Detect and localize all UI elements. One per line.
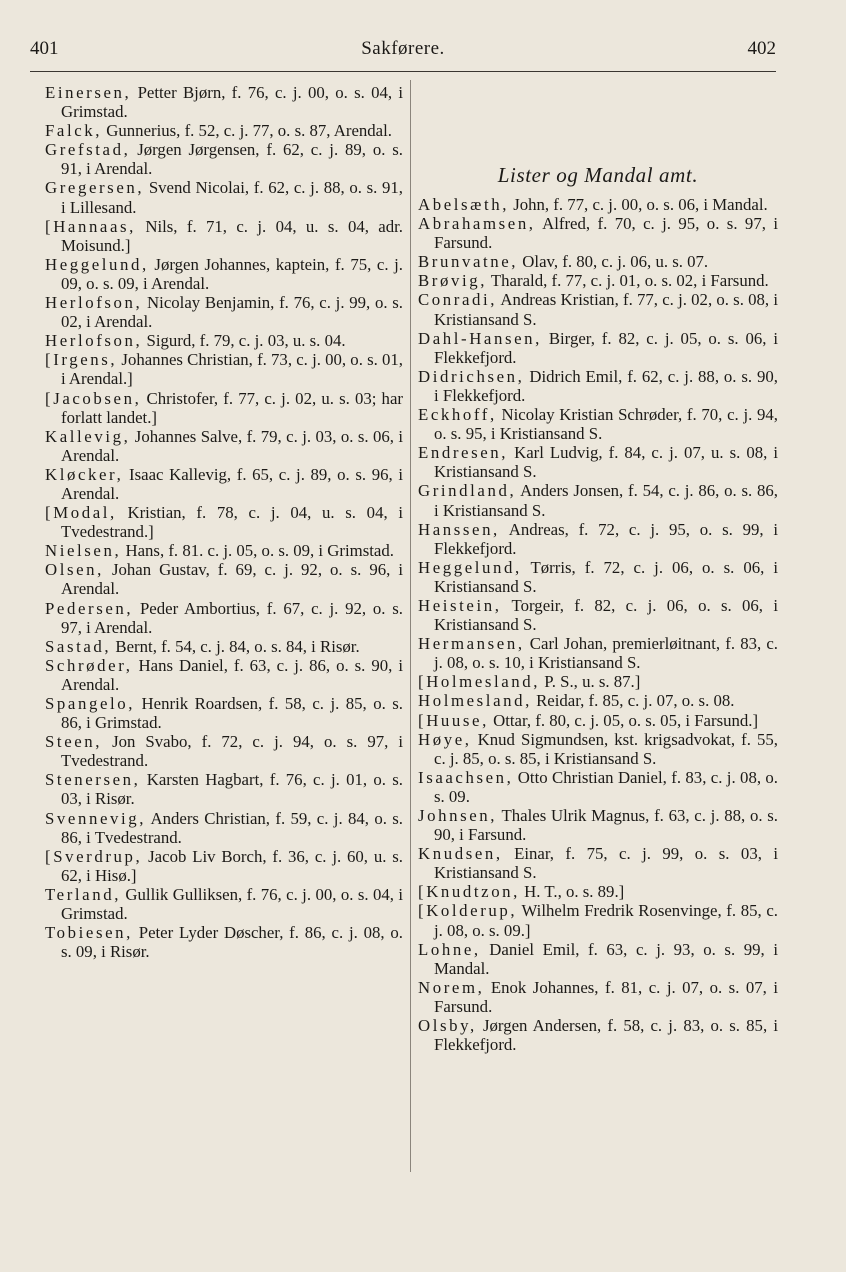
entry-details: Jon Svabo, f. 72, c. j. 94, o. s. 97, i Tvedestrand.	[61, 732, 403, 771]
entry-details: Torgeir, f. 82, c. j. 06, o. s. 06, i Kristiansand S.	[434, 595, 778, 635]
directory-entry	[45, 255, 403, 293]
entry-surname: Gregersen,	[45, 178, 145, 198]
entry-surname: Svennevig,	[45, 808, 147, 828]
entry-surname: [Sverdrup,	[45, 846, 143, 866]
entry-surname: Terland,	[45, 884, 122, 904]
entry-surname: [Huuse,	[418, 710, 489, 730]
running-title: Sakførere.	[361, 38, 445, 59]
entry-surname: Falck,	[45, 121, 103, 141]
entry-surname: Olsen,	[45, 560, 104, 580]
entry-details: Enok Johannes, f. 81, c. j. 07, o. s. 07, i Farsund.	[434, 977, 778, 1016]
directory-entry	[45, 847, 403, 885]
directory-entry	[45, 560, 403, 598]
entry-surname: Brunvatne,	[418, 252, 519, 272]
entry-details: Jacob Liv Borch, f. 36, c. j. 60, u. s. 62, i Hisø.]	[61, 846, 403, 885]
directory-entry	[418, 882, 778, 901]
entry-details: Johannes Christian, f. 73, c. j. 00, o. s. 01, i Arendal.]	[61, 350, 403, 389]
entry-details: Henrik Roardsen, f. 58, c. j. 85, o. s. 86, i Grimstad.	[61, 694, 403, 733]
entry-surname: Lohne,	[418, 939, 481, 959]
entry-surname: Høye,	[418, 729, 472, 749]
entry-surname: [Hannaas,	[45, 216, 136, 236]
directory-entry	[418, 768, 778, 806]
directory-entry	[418, 252, 778, 271]
entry-surname: Johnsen,	[418, 806, 498, 825]
directory-entry	[418, 520, 778, 558]
entry-details: Thales Ulrik Magnus, f. 63, c. j. 88, o. s. 90, i Farsund.	[434, 806, 778, 845]
entry-details: Carl Johan, premierløitnant, f. 83, c. j. 08, o. s. 10, i Kristiansand S.	[434, 634, 778, 673]
entry-surname: Tobiesen,	[45, 923, 133, 943]
entry-surname: Norem,	[418, 977, 485, 997]
entry-details: Peter Lyder Døscher, f. 86, c. j. 08, o. s. 09, i Risør.	[61, 923, 403, 962]
directory-entry	[45, 732, 403, 770]
directory-entry	[45, 465, 403, 503]
directory-entry	[45, 923, 403, 961]
entry-details: Gullik Gulliksen, f. 76, c. j. 00, o. s. 04, i Grimstad.	[61, 884, 403, 924]
entry-surname: Hermansen,	[418, 634, 525, 654]
entry-details: Sigurd, f. 79, c. j. 03, u. s. 04.	[142, 331, 346, 351]
entry-details: Karsten Hagbart, f. 76, c. j. 01, o. s. 03, i Risør.	[61, 770, 403, 809]
directory-entry	[418, 271, 778, 290]
entry-details: Johan Gustav, f. 69, c. j. 92, o. s. 96, i Arendal.	[61, 560, 403, 599]
entry-surname: Schrøder,	[45, 655, 133, 675]
entry-surname: [Kolderup,	[418, 901, 518, 921]
directory-entry	[45, 541, 403, 560]
directory-entry	[45, 809, 403, 847]
entry-surname: Heggelund,	[45, 254, 149, 274]
directory-entry	[418, 367, 778, 405]
entry-details: Karl Ludvig, f. 84, c. j. 07, u. s. 08, i Kristiansand S.	[434, 443, 778, 482]
directory-entry	[45, 770, 403, 808]
entry-surname: Heistein,	[418, 595, 502, 615]
entry-surname: Heggelund,	[418, 557, 522, 577]
directory-entry	[418, 214, 778, 252]
entry-surname: Abrahamsen,	[418, 214, 536, 234]
entry-surname: Steen,	[45, 732, 103, 752]
left-column	[45, 83, 403, 961]
directory-entry	[45, 694, 403, 732]
entry-surname: [Holmesland,	[418, 672, 541, 692]
directory-entry	[418, 405, 778, 443]
entry-details: Svend Nicolai, f. 62, c. j. 88, o. s. 91, i Lillesand.	[61, 178, 403, 217]
entry-surname: Grefstad,	[45, 140, 131, 160]
entry-details: Jørgen Johannes, kaptein, f. 75, c. j. 09, o. s. 09, i Arendal.	[61, 254, 403, 293]
entry-details: Anders Christian, f. 59, c. j. 84, o. s. 86, i Tvedestrand.	[61, 808, 403, 847]
entry-surname: Holmesland,	[418, 691, 532, 711]
entry-details: Jørgen Andersen, f. 58, c. j. 83, o. s. 85, i Flekkefjord.	[434, 1016, 778, 1055]
entry-details: Otto Christian Daniel, f. 83, c. j. 08, o. s. 09.	[434, 767, 778, 806]
directory-entry	[45, 656, 403, 694]
directory-entry	[418, 691, 778, 710]
directory-entry	[418, 940, 778, 978]
entry-details: Bernt, f. 54, c. j. 84, o. s. 84, i Risør.	[111, 636, 360, 656]
directory-entry	[45, 389, 403, 427]
entry-details: Nils, f. 71, c. j. 04, u. s. 04, adr. Moisund.]	[61, 216, 403, 255]
entry-details: Anders Jonsen, f. 54, c. j. 86, o. s. 86, i Kristiansand S.	[434, 481, 778, 520]
directory-entry	[418, 443, 778, 481]
entry-surname: Spangelo,	[45, 694, 136, 713]
entry-details: Nicolay Kristian Schrøder, f. 70, c. j. 94, o. s. 95, i Kristiansand S.	[434, 405, 778, 444]
directory-entry	[45, 427, 403, 465]
directory-entry	[418, 901, 778, 939]
column-divider	[410, 80, 411, 1172]
entry-details: H. T., o. s. 89.]	[519, 882, 625, 902]
entry-surname: Pedersen,	[45, 598, 134, 618]
directory-entry	[45, 350, 403, 388]
entry-surname: Endresen,	[418, 443, 509, 463]
directory-entry	[45, 885, 403, 923]
entry-surname: Eckhoff,	[418, 405, 497, 425]
entry-surname: Sastad,	[45, 636, 112, 656]
entry-details: Reidar, f. 85, c. j. 07, o. s. 08.	[531, 691, 735, 711]
entry-details: Gunnerius, f. 52, c. j. 77, o. s. 87, Arendal.	[102, 121, 392, 141]
directory-entry	[418, 711, 778, 730]
entry-details: Christofer, f. 77, c. j. 02, u. s. 03; har forlatt landet.]	[61, 388, 403, 427]
directory-entry	[418, 558, 778, 596]
entry-surname: Hanssen,	[418, 519, 500, 539]
directory-entry	[45, 83, 403, 121]
entry-details: Ottar, f. 80, c. j. 05, o. s. 05, i Farsund.]	[488, 710, 759, 730]
entry-details: Isaac Kallevig, f. 65, c. j. 89, o. s. 96, i Arendal.	[61, 464, 403, 503]
entry-details: John, f. 77, c. j. 00, o. s. 06, i Mandal.	[509, 195, 768, 214]
entry-surname: Didrichsen,	[418, 366, 525, 386]
section-heading: Lister og Mandal amt.	[497, 163, 699, 187]
directory-entry	[45, 121, 403, 140]
directory-entry	[418, 730, 778, 768]
directory-entry	[418, 978, 778, 1016]
entry-details: Andreas Kristian, f. 77, c. j. 02, o. s. 08, i Kristiansand S.	[434, 290, 778, 329]
entry-details: Knud Sigmundsen, kst. krigsadvokat, f. 55, c. j. 85, o. s. 85, i Kristiansand S.	[434, 729, 778, 768]
entry-surname: Abelsæth,	[418, 195, 509, 214]
directory-entry	[418, 672, 778, 691]
entry-surname: Nielsen,	[45, 541, 122, 561]
entry-surname: Herlofson,	[45, 293, 143, 313]
directory-entry	[45, 293, 403, 331]
entry-surname: Dahl-Hansen,	[418, 328, 542, 348]
directory-entry	[45, 331, 403, 350]
entry-surname: Olsby,	[418, 1016, 477, 1036]
entry-details: Kristian, f. 78, c. j. 04, u. s. 04, i Tvedestrand.]	[61, 503, 403, 542]
entry-details: Nicolay Benjamin, f. 76, c. j. 99, o. s. 02, i Arendal.	[61, 293, 403, 332]
directory-entry	[418, 596, 778, 634]
entry-surname: Conradi,	[418, 290, 498, 310]
entry-details: Hans Daniel, f. 63, c. j. 86, o. s. 90, i Arendal.	[61, 655, 403, 694]
entry-details: Tharald, f. 77, c. j. 01, o. s. 02, i Farsund.	[487, 271, 769, 291]
entry-details: Johannes Salve, f. 79, c. j. 03, o. s. 06, i Arendal.	[61, 426, 403, 465]
entry-details: Didrich Emil, f. 62, c. j. 88, o. s. 90, i Flekkefjord.	[434, 366, 778, 405]
entry-surname: [Irgens,	[45, 350, 118, 370]
directory-entry	[418, 634, 778, 672]
entry-details: Birger, f. 82, c. j. 05, o. s. 06, i Flekkefjord.	[434, 328, 778, 367]
entry-details: Tørris, f. 72, c. j. 06, o. s. 06, i Kristiansand S.	[434, 557, 778, 596]
directory-entry	[418, 1016, 778, 1054]
directory-entry	[45, 599, 403, 637]
page-number-right: 402	[747, 38, 776, 59]
entry-details: Hans, f. 81. c. j. 05, o. s. 09, i Grimstad.	[121, 541, 394, 561]
directory-entry	[45, 217, 403, 255]
directory-entry	[45, 178, 403, 216]
entry-surname: [Jacobsen,	[45, 388, 142, 408]
entry-surname: [Modal,	[45, 503, 117, 523]
entry-details: Olav, f. 80, c. j. 06, u. s. 07.	[518, 252, 709, 272]
entry-surname: Brøvig,	[418, 271, 488, 291]
directory-entry	[418, 290, 778, 328]
entry-surname: Grindland,	[418, 481, 517, 501]
entry-details: Andreas, f. 72, c. j. 95, o. s. 99, i Flekkefjord.	[434, 519, 778, 558]
page-header	[30, 38, 776, 68]
entry-details: Jørgen Jørgensen, f. 62, c. j. 89, o. s. 91, i Arendal.	[61, 140, 403, 179]
right-column	[418, 195, 778, 1054]
directory-entry	[418, 195, 778, 214]
directory-entry	[45, 503, 403, 541]
entry-details: Petter Bjørn, f. 76, c. j. 00, o. s. 04, i Grimstad.	[61, 83, 403, 122]
entry-details: Alfred, f. 70, c. j. 95, o. s. 97, i Farsund.	[434, 214, 778, 253]
entry-surname: Einersen,	[45, 83, 132, 102]
directory-entry	[45, 637, 403, 656]
entry-details: Wilhelm Fredrik Rosenvinge, f. 85, c. j. 08, o. s. 09.]	[434, 901, 778, 940]
directory-entry	[418, 329, 778, 367]
entry-surname: Kallevig,	[45, 426, 131, 446]
directory-entry	[45, 140, 403, 178]
entry-surname: Stenersen,	[45, 770, 141, 790]
entry-details: Daniel Emil, f. 63, c. j. 93, o. s. 99, i Mandal.	[434, 939, 778, 978]
entry-surname: Herlofson,	[45, 331, 143, 351]
entry-surname: Knudsen,	[418, 844, 503, 864]
entry-details: P. S., u. s. 87.]	[540, 672, 641, 692]
entry-surname: Kløcker,	[45, 464, 124, 484]
directory-entry	[418, 481, 778, 519]
header-rule	[30, 71, 776, 72]
entry-details: Peder Ambortius, f. 67, c. j. 92, o. s. 97, i Arendal.	[61, 598, 403, 637]
entry-details: Einar, f. 75, c. j. 99, o. s. 03, i Kristiansand S.	[434, 844, 778, 883]
directory-entry	[418, 844, 778, 882]
entry-surname: [Knudtzon,	[418, 882, 520, 902]
page-number-left: 401	[30, 38, 59, 59]
entry-surname: Isaachsen,	[418, 767, 514, 787]
directory-entry	[418, 806, 778, 844]
